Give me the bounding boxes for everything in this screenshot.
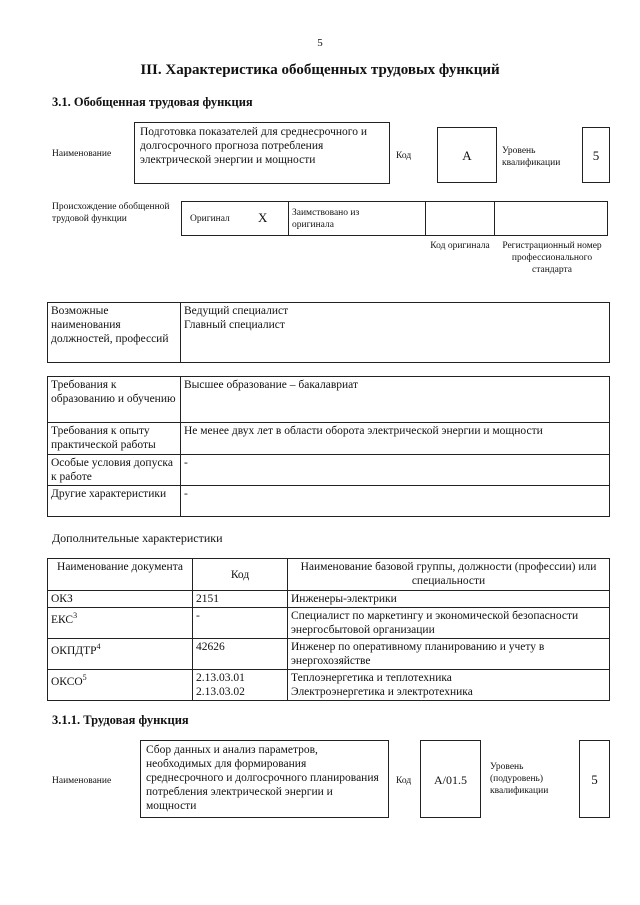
row-doc: ОКПДТР bbox=[51, 644, 97, 657]
tf-code-label: Код bbox=[396, 776, 412, 786]
row-doc-footnote: 5 bbox=[82, 673, 87, 682]
gtf-code-value: А bbox=[437, 127, 497, 183]
code-original-label: Код оригинала bbox=[430, 241, 490, 251]
row-name: Инженер по оперативному планированию и учету в энергохозяйстве bbox=[288, 639, 610, 670]
req-value: - bbox=[181, 486, 610, 517]
row-code: 2.13.03.01 bbox=[196, 672, 245, 684]
extra-heading: Дополнительные характеристики bbox=[52, 531, 223, 545]
gtf-name-label: Наименование bbox=[52, 149, 112, 159]
row-name: Инженеры-электрики bbox=[288, 591, 610, 608]
original-label: Оригинал bbox=[190, 214, 230, 224]
row-code: 42626 bbox=[193, 639, 288, 670]
tf-code-value: A/01.5 bbox=[420, 740, 481, 818]
row-code: 2.13.03.02 bbox=[196, 686, 245, 698]
requirements-table bbox=[47, 376, 610, 517]
col-name-header: Наименование базовой группы, должности (профессии) или специальности bbox=[288, 559, 610, 591]
table-row bbox=[48, 670, 610, 701]
table-row bbox=[48, 591, 610, 608]
table-row bbox=[48, 608, 610, 639]
req-label: Другие характеристики bbox=[48, 486, 181, 517]
req-value: Высшее образование – бакалавриат bbox=[181, 377, 610, 423]
positions-label: Возможные наименования должностей, профессий bbox=[48, 303, 181, 363]
col-doc-header: Наименование документа bbox=[48, 559, 193, 591]
row-code: 2151 bbox=[193, 591, 288, 608]
row-name: Электроэнергетика и электротехника bbox=[291, 686, 473, 698]
req-label: Особые условия допуска к работе bbox=[48, 455, 181, 486]
req-label: Требования к образованию и обучению bbox=[48, 377, 181, 423]
row-doc-footnote: 4 bbox=[96, 642, 101, 651]
reg-number-label: Регистрационный номер профессионального стандарта bbox=[502, 241, 602, 275]
tf-name-value: Сбор данных и анализ параметров, необходимых для формирования среднесрочного и долгосрочного планирования потребления электрической энергии и мощности bbox=[140, 740, 389, 818]
gtf-code-label: Код bbox=[396, 151, 412, 161]
original-mark: X bbox=[258, 210, 268, 225]
req-label: Требования к опыту практической работы bbox=[48, 423, 181, 455]
gtf-name-value: Подготовка показателей для среднесрочного и долгосрочного прогноза потребления электрической энергии и мощности bbox=[134, 122, 390, 184]
origin-table bbox=[181, 201, 608, 236]
page-number: 5 bbox=[317, 37, 323, 49]
borrowed-label: Заимствовано из оригинала bbox=[292, 208, 360, 230]
gtf-heading: 3.1. Обобщенная трудовая функция bbox=[52, 95, 253, 109]
col-code-header: Код bbox=[193, 559, 288, 591]
req-value: - bbox=[181, 455, 610, 486]
position-item: Главный специалист bbox=[184, 319, 285, 331]
row-doc: ОКСО bbox=[51, 675, 83, 688]
positions-table bbox=[47, 302, 610, 363]
req-value: Не менее двух лет в области оборота электрической энергии и мощности bbox=[181, 423, 610, 455]
row-doc: ОКЗ bbox=[48, 591, 193, 608]
gtf-level-label: Уровень квалификации bbox=[502, 146, 561, 168]
row-name: Теплоэнергетика и теплотехника bbox=[291, 672, 452, 684]
row-name: Специалист по маркетингу и экономической безопасности энергосбытовой организации bbox=[288, 608, 610, 639]
tf-heading: 3.1.1. Трудовая функция bbox=[52, 713, 189, 727]
table-row bbox=[48, 639, 610, 670]
section-title: III. Характеристика обобщенных трудовых функций bbox=[140, 62, 500, 78]
position-item: Ведущий специалист bbox=[184, 305, 289, 317]
row-doc: ЕКС bbox=[51, 613, 74, 626]
tf-level-value: 5 bbox=[579, 740, 610, 818]
gtf-origin-label: Происхождение обобщенной трудовой функции bbox=[52, 202, 170, 224]
row-code: - bbox=[193, 608, 288, 639]
gtf-level-value: 5 bbox=[582, 127, 610, 183]
tf-name-label: Наименование bbox=[52, 776, 112, 786]
extra-table bbox=[47, 558, 610, 701]
row-doc-footnote: 3 bbox=[73, 611, 78, 620]
tf-level-label: Уровень (подуровень) квалификации bbox=[490, 762, 549, 796]
